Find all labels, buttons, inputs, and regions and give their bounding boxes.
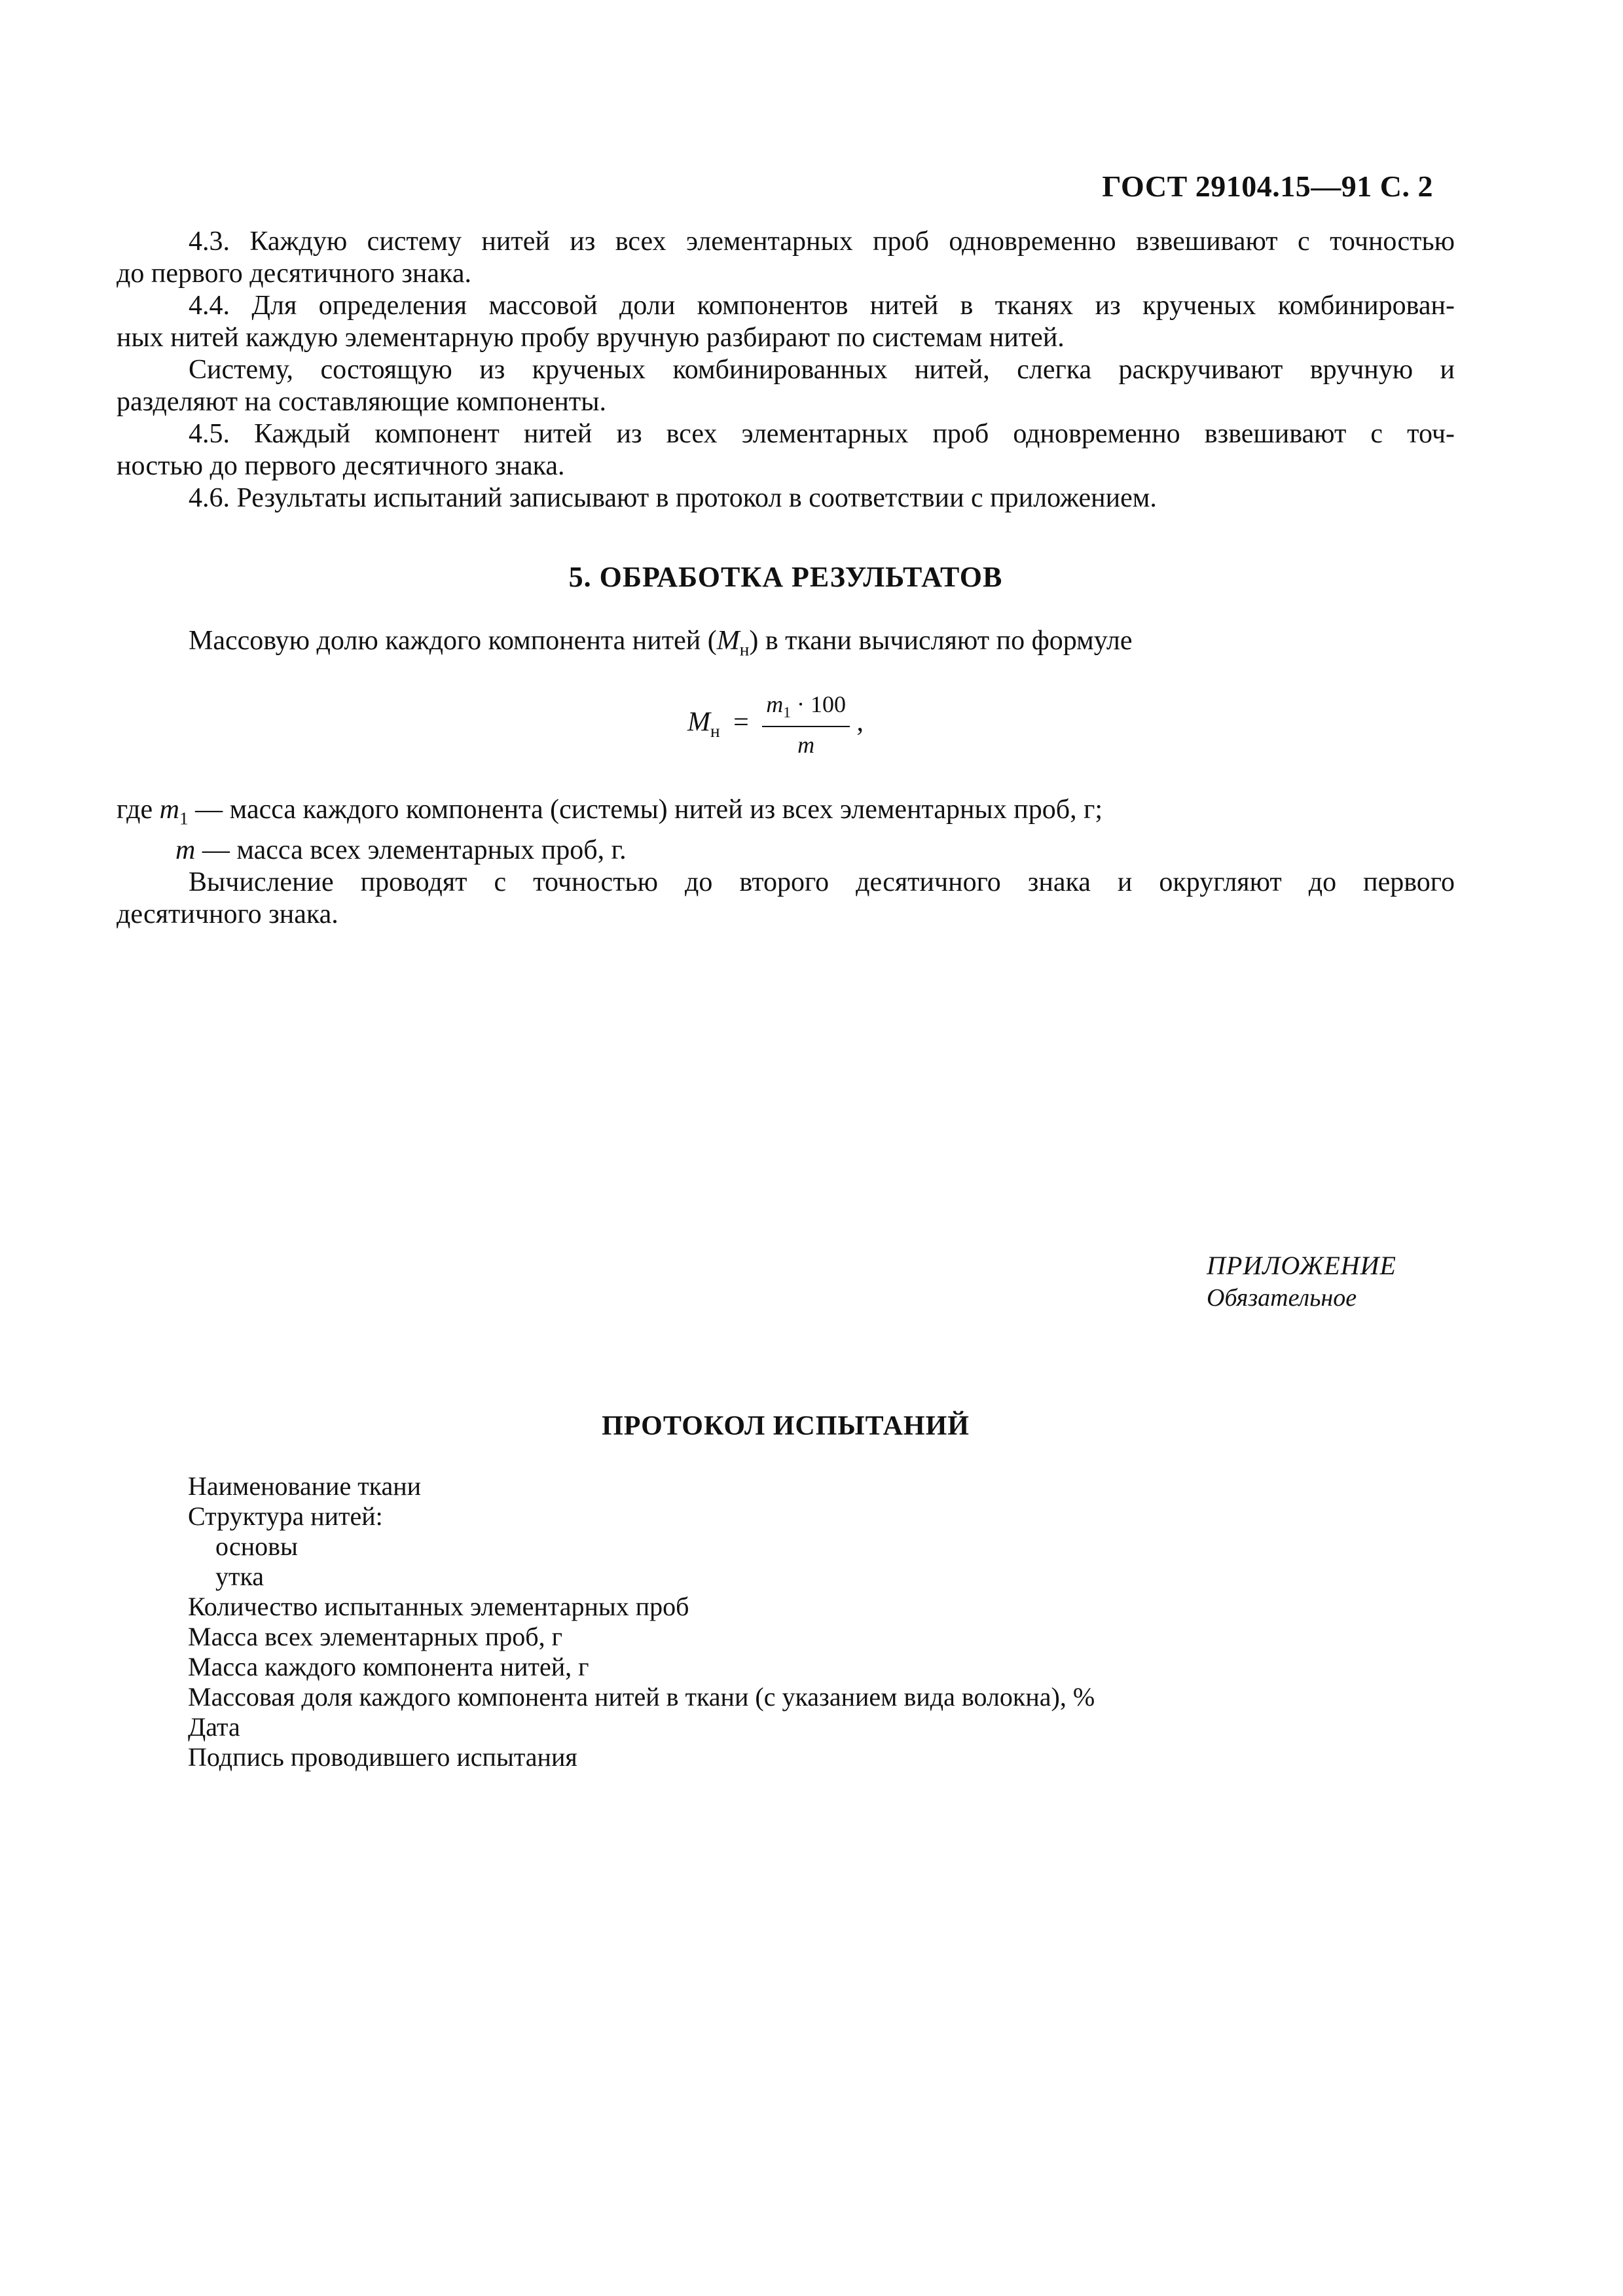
paragraph-4-4b-line2: разделяют на составляющие компоненты. xyxy=(117,387,606,417)
paragraph-4-6: 4.6. Результаты испытаний записывают в протокол в соответствии с приложением. xyxy=(189,483,1157,513)
protocol-title: ПРОТОКОЛ ИСПЫТАНИЙ xyxy=(602,1411,970,1441)
formula-lhs-sub: н xyxy=(710,721,720,742)
paragraph-4-4-line2: ных нитей каждую элементарную пробу вручную разбирают по системам нитей. xyxy=(117,323,1065,353)
intro-sub: н xyxy=(739,639,750,660)
formula xyxy=(687,691,864,759)
protocol-item: Массовая доля каждого компонента нитей в ткани (с указанием вида волокна), % xyxy=(188,1682,1095,1712)
paragraph-4-3-line2: до первого десятичного знака. xyxy=(117,259,471,289)
intro-post: ) в ткани вычисляют по формуле xyxy=(749,626,1133,656)
protocol-subitem: основы xyxy=(215,1532,298,1561)
page-header: ГОСТ 29104.15—91 С. 2 xyxy=(1102,170,1433,203)
formula-trail: , xyxy=(856,707,864,738)
calc-line-2: десятичного знака. xyxy=(117,899,338,930)
paragraph-4-5-line2: ностью до первого десятичного знака. xyxy=(117,451,565,481)
section-5-title: 5. ОБРАБОТКА РЕЗУЛЬТАТОВ xyxy=(568,561,1003,593)
protocol-item: Структура нитей: xyxy=(188,1501,383,1531)
paragraph-4-4b-line1: Систему, состоящую из крученых комбинированных нитей, слегка раскручивают вручную и xyxy=(189,355,1455,385)
protocol-item: Подпись проводившего испытания xyxy=(188,1742,577,1772)
paragraph-4-3-line1: 4.3. Каждую систему нитей из всех элементарных проб одновременно взвешивают с точностью xyxy=(189,226,1455,257)
protocol-list xyxy=(188,1471,1095,1772)
paragraph-4-4-line1: 4.4. Для определения массовой доли компонентов нитей в тканях из крученых комбинирован- xyxy=(189,291,1455,321)
where-line-2: m — масса всех элементарных проб, г. xyxy=(175,835,627,866)
intro-pre: Массовую долю каждого компонента нитей ( xyxy=(189,626,717,656)
appendix-status: Обязательное xyxy=(1207,1284,1357,1312)
protocol-item: Количество испытанных элементарных проб xyxy=(188,1592,689,1621)
protocol-item: Наименование ткани xyxy=(188,1471,422,1501)
formula-fraction xyxy=(762,691,850,759)
protocol-subitem: утка xyxy=(215,1562,264,1591)
appendix-label: ПРИЛОЖЕНИЕ xyxy=(1207,1251,1396,1280)
formula-numerator: $m_1 \cdot 100$ xyxy=(762,691,850,727)
formula-lhs: M xyxy=(687,707,710,738)
protocol-item: Масса каждого компонента нитей, г xyxy=(188,1652,589,1681)
where-line-1: где $m_1$ — масса каждого компонента (системы) нитей из всех элементарных проб, г; xyxy=(117,795,1103,829)
appendix-block xyxy=(1207,1250,1396,1312)
formula-intro xyxy=(117,625,1455,666)
intro-var: M xyxy=(716,626,740,656)
protocol-item: Дата xyxy=(188,1712,240,1742)
protocol-item: Масса всех элементарных проб, г xyxy=(188,1622,562,1651)
section-4-text xyxy=(117,226,1455,514)
formula-equals: = xyxy=(733,707,749,738)
formula-denominator: m xyxy=(797,732,815,759)
paragraph-4-5-line1: 4.5. Каждый компонент нитей из всех элементарных проб одновременно взвешивают с точ- xyxy=(189,419,1455,449)
formula-explanation xyxy=(117,794,1455,931)
calc-line-1: Вычисление проводят с точностью до второго десятичного знака и округляют до первого xyxy=(189,867,1455,898)
